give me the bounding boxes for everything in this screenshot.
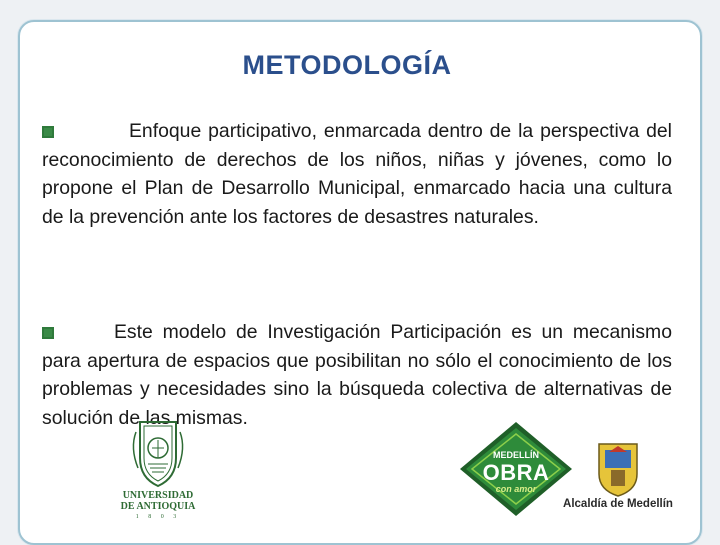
alcaldia-shield-icon	[553, 440, 683, 498]
paragraph-2	[42, 318, 672, 432]
udea-year: 1 8 0 3	[135, 514, 181, 520]
checkbox-bullet-icon	[42, 126, 54, 138]
udea-logo	[118, 418, 198, 524]
udea-name-line2: DE ANTIOQUIA	[120, 501, 196, 512]
alcaldia-label: Alcaldía de Medellín	[563, 498, 673, 510]
paragraph-1-text: Enfoque participativo, enmarcada dentro de la perspectiva del reconocimiento de derechos de los niños, niñas y jóvenes, como lo propone el Plan de Desarrollo Municipal, enmarcado hacia una cultura de la prevención ante los factores de desastres naturales.	[42, 120, 672, 228]
udea-name-line1: UNIVERSIDAD	[122, 490, 194, 501]
slide-title: METODOLOGÍA	[242, 50, 452, 80]
obra-line3: con amor	[495, 484, 537, 494]
obra-line1: MEDELLÍN	[493, 450, 539, 460]
udea-seal-icon	[118, 418, 198, 490]
paragraph-1	[42, 117, 672, 231]
checkbox-bullet-icon	[42, 327, 54, 339]
paragraph-2-text: Este modelo de Investigación Participación es un mecanismo para apertura de espacios que posibilitan no sólo el conocimiento de los problemas y necesidades sino la búsqueda colectiva de alternativas de solución de las mismas.	[42, 321, 672, 429]
alcaldia-logo	[553, 440, 683, 518]
obra-line2: OBRA	[482, 460, 550, 485]
